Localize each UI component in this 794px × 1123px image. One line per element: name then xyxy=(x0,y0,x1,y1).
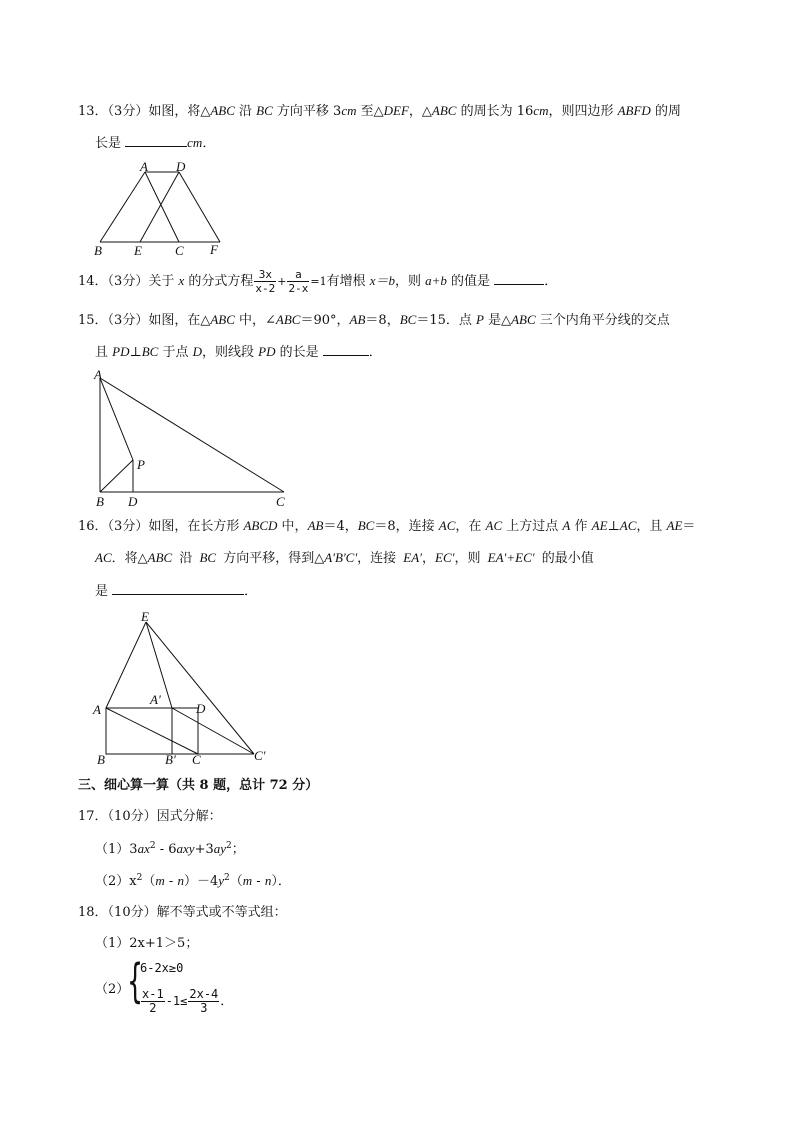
label-P: P xyxy=(137,457,145,472)
label-C: C xyxy=(192,752,201,767)
label-C-prime: C′ xyxy=(254,748,266,763)
q16-figure xyxy=(88,604,278,772)
label-D: D xyxy=(196,701,206,716)
fraction: $\frac{2x-4}{3}$ xyxy=(189,987,219,1015)
answer-blank[interactable] xyxy=(323,343,369,356)
q15-line2: 且 PD⊥BC 于点 D，则线段 PD 的长是 ． xyxy=(95,344,382,360)
q17-part1: $(1)3ax^2 - 6axy+3ay^2$； xyxy=(95,841,245,857)
fraction: $\frac{a}{2-x}$ xyxy=(288,268,309,295)
label-A: A xyxy=(140,159,148,174)
section-heading: 三、细心算一算（共 8 题，总计 72 分） xyxy=(78,778,319,793)
label-E: E xyxy=(134,243,142,258)
q16-line3: 是 ． xyxy=(95,584,258,599)
q18-title: 18．（10分）解不等式或不等式组： xyxy=(78,905,287,920)
label-F: F xyxy=(210,242,218,257)
answer-blank[interactable] xyxy=(125,134,187,147)
brace: { xyxy=(127,954,144,1008)
q16-line2: AC．将△ABC 沿 BC 方向平移，得到△A'B'C'，连接 EA′，EC′，则 EA′+EC′ 的最小值 xyxy=(95,550,594,566)
answer-blank[interactable] xyxy=(494,272,544,285)
label-C: C xyxy=(175,243,184,258)
q18-row2: $\frac{x-1}{2}$ -1≤ $\frac{2x-4}{3}$ ． xyxy=(142,987,234,1015)
q16-line1: 16．（3分）如图，在长方形 ABCD 中，AB＝4，BC＝8，连接 AC，在 AC 上方过点 A 作 AE⊥AC，且 AE＝ xyxy=(78,518,696,534)
fraction: $\frac{3x}{x-2}$ xyxy=(255,268,276,295)
q17-title: 17．（10分）因式分解： xyxy=(78,809,222,824)
label-B-prime: B′ xyxy=(165,752,176,767)
q17-part2: $(2)x^2(m - n)-4y^2(m - n)$． xyxy=(95,873,291,889)
q18-part1: （1）2x+1＞5； xyxy=(95,936,199,951)
q13-line2: 长是 cm． xyxy=(95,135,216,151)
q14-line1: 14．（3分）关于 x 的分式方程 $\frac{3x}{x-2}$ + $\frac{a}{2-x}$ =1有增根 x＝b，则 a+b 的值是 ． xyxy=(78,268,558,295)
label-B: B xyxy=(94,243,102,258)
label-D: D xyxy=(128,494,138,509)
fraction: $\frac{x-1}{2}$ xyxy=(142,987,164,1015)
answer-blank[interactable] xyxy=(112,582,244,595)
q15-figure xyxy=(88,366,298,510)
label-A-prime: A′ xyxy=(150,692,161,707)
q18-row1: 6-2x≥0 xyxy=(140,961,184,975)
label-B: B xyxy=(96,494,104,509)
q13-line1: 13．（3分）如图，将△ABC 沿 BC 方向平移 3cm 至△DEF，△ABC 的周长为 16cm，则四边形 ABFD 的周 xyxy=(78,103,681,119)
label-B: B xyxy=(97,752,105,767)
label-D: D xyxy=(176,159,186,174)
q18-part2-label: （2） xyxy=(95,982,130,997)
label-A: A xyxy=(93,702,101,717)
label-C: C xyxy=(276,494,285,509)
label-E: E xyxy=(141,609,149,624)
label-A: A xyxy=(94,367,102,382)
q13-figure xyxy=(90,158,230,258)
q15-line1: 15．（3分）如图，在△ABC 中，∠ABC＝90°，AB＝8，BC＝15．点 P 是△ABC 三个内角平分线的交点 xyxy=(78,312,670,328)
